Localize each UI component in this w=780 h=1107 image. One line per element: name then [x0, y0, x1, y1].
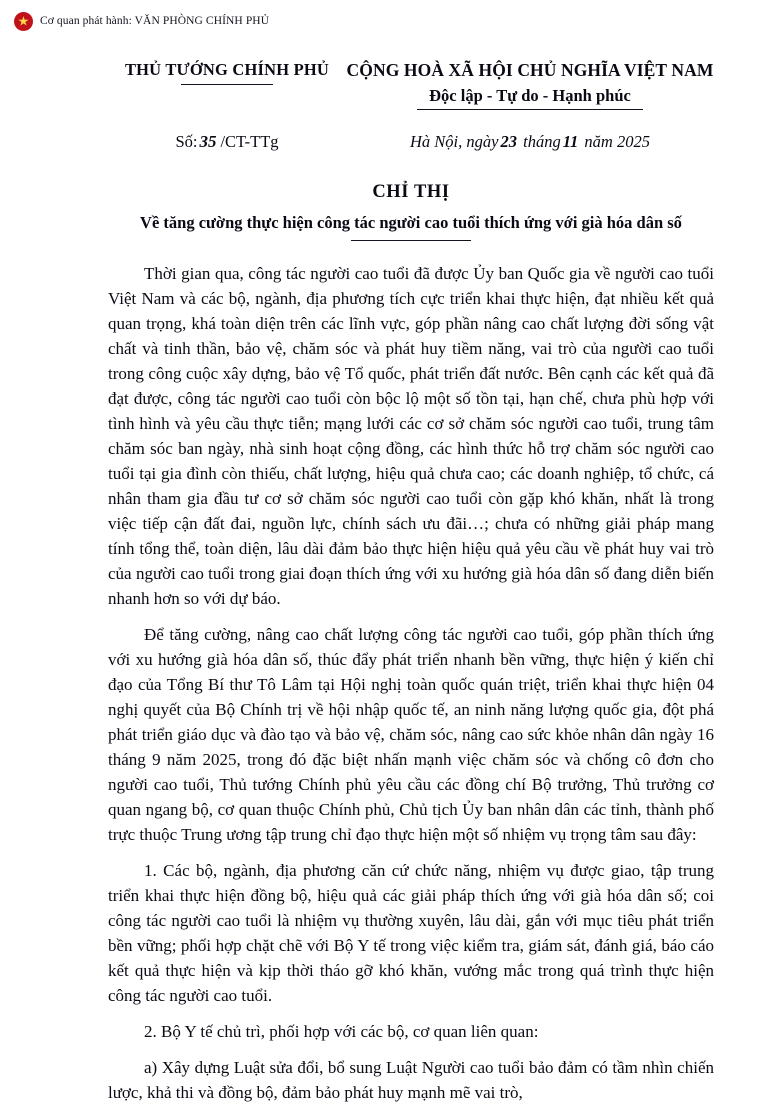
issuing-agency-stamp — [14, 10, 766, 32]
month-label: tháng — [523, 132, 561, 151]
date-day: 23 — [500, 132, 517, 151]
document-title-block — [108, 182, 714, 241]
document-meta-row — [108, 132, 714, 152]
body-paragraph: Thời gian qua, công tác người cao tuổi đã được Ủy ban Quốc gia về người cao tuổi Việt Nam và các bộ, ngành, địa phương tích cực triển khai thực hiện, đạt nhiều kết quả quan trọng, khá toàn diện trên các lĩnh vực, góp phần nâng cao chất lượng đời sống vật chất và tinh thần, bảo vệ, chăm sóc và phát huy tiềm năng, vai trò của người cao tuổi trong công cuộc xây dựng, bảo vệ Tổ quốc, phát triển đất nước. Bên cạnh các kết quả đã đạt được, công tác người cao tuổi còn bộc lộ một số tồn tại, hạn chế, chưa phù hợp với tình hình và yêu cầu thực tiễn; mạng lưới các cơ sở chăm sóc người cao tuổi, trung tâm chăm sóc ban ngày, nhà sinh hoạt cộng đồng, các hình thức hỗ trợ chăm sóc người cao tuổi tại gia đình còn thiếu, chất lượng, hiệu quả chưa cao; các doanh nghiệp, tổ chức, cá nhân tham gia đầu tư cơ sở chăm sóc người cao tuổi còn gặp khó khăn, nhất là trong việc tiếp cận đất đai, nguồn lực, chính sách ưu đãi…; chưa có những giải pháp mang tính tổng thể, toàn diện, lâu dài đảm bảo thực hiện hiệu quả yêu cầu về phát huy vai trò của người cao tuổi trong giai đoạn thích ứng với xu hướng già hóa dân số đang diễn biến nhanh hơn so với dự báo. — [108, 264, 714, 609]
issuing-agency-text: Cơ quan phát hành: VĂN PHÒNG CHÍNH PHỦ — [40, 15, 270, 27]
header-nation-block — [346, 60, 714, 110]
body-paragraph: 1. Các bộ, ngành, địa phương căn cứ chức năng, nhiệm vụ được giao, tập trung triển khai thực hiện đồng bộ, hiệu quả các giải pháp thích ứng với già hóa dân số; coi công tác người cao tuổi là nhiệm vụ thường xuyên, lâu dài, gắn với mục tiêu phát triển bền vững; phối hợp chặt chẽ với Bộ Y tế trong việc kiểm tra, giám sát, đánh giá, báo cáo kết quả thực hiện và kịp thời tháo gỡ khó khăn, vướng mắc trong quá trình thực hiện công tác người cao tuổi. — [108, 861, 714, 1005]
title-underline — [351, 240, 471, 241]
place-and-date — [346, 132, 714, 152]
nation-name: CỘNG HOÀ XÃ HỘI CHỦ NGHĨA VIỆT NAM — [346, 60, 714, 80]
body-paragraph: Để tăng cường, nâng cao chất lượng công tác người cao tuổi, góp phần thích ứng với xu hướng già hóa dân số, thúc đẩy phát triển nhanh bền vững, thực hiện ý kiến chỉ đạo của Tổng Bí thư Tô Lâm tại Hội nghị toàn quốc quán triệt, triển khai thực hiện 04 nghị quyết của Bộ Chính trị về hội nhập quốc tế, an ninh năng lượng quốc gia, đột phá phát triển giáo dục và đào tạo và bảo vệ, chăm sóc, nâng cao sức khỏe nhân dân ngày 16 tháng 9 năm 2025, trong đó đặc biệt nhấn mạnh việc chăm sóc và chống cô đơn cho người cao tuổi, Thủ tướng Chính phủ yêu cầu các đồng chí Bộ trưởng, Thủ trưởng cơ quan ngang bộ, cơ quan thuộc Chính phủ, Chủ tịch Ủy ban nhân dân các tỉnh, thành phố trực thuộc Trung ương tập trung chỉ đạo thực hiện một số nhiệm vụ trọng tâm sau đây: — [108, 625, 714, 845]
vietnam-emblem-icon — [14, 12, 33, 31]
agency-underline — [181, 84, 273, 85]
body-paragraph: a) Xây dựng Luật sửa đổi, bổ sung Luật Người cao tuổi bảo đảm có tầm nhìn chiến lược, khả thi và đồng bộ, đảm bảo phát huy mạnh mẽ vai trò, — [108, 1057, 714, 1102]
document-header — [108, 60, 714, 110]
motto-underline — [417, 109, 643, 110]
document-number — [108, 132, 346, 152]
national-motto: Độc lập - Tự do - Hạnh phúc — [429, 86, 631, 105]
header-agency-block — [108, 60, 346, 85]
year-label: năm 2025 — [584, 132, 650, 151]
document-subject: Về tăng cường thực hiện công tác người cao tuổi thích ứng với già hóa dân số — [140, 213, 682, 232]
document-page — [0, 44, 780, 1107]
date-month: 11 — [562, 132, 579, 151]
document-type: CHỈ THỊ — [372, 182, 450, 202]
body-paragraph: 2. Bộ Y tế chủ trì, phối hợp với các bộ, cơ quan liên quan: — [144, 1021, 539, 1041]
document-body — [108, 262, 714, 1106]
star-glyph: ★ — [17, 13, 30, 29]
document-number-value: 35 — [199, 132, 217, 151]
agency-name: THỦ TƯỚNG CHÍNH PHỦ — [124, 60, 330, 79]
document-number-suffix: /CT-TTg — [220, 132, 279, 151]
place-date-prefix: Hà Nội, ngày — [410, 132, 499, 151]
document-number-label: Số: — [175, 132, 198, 151]
